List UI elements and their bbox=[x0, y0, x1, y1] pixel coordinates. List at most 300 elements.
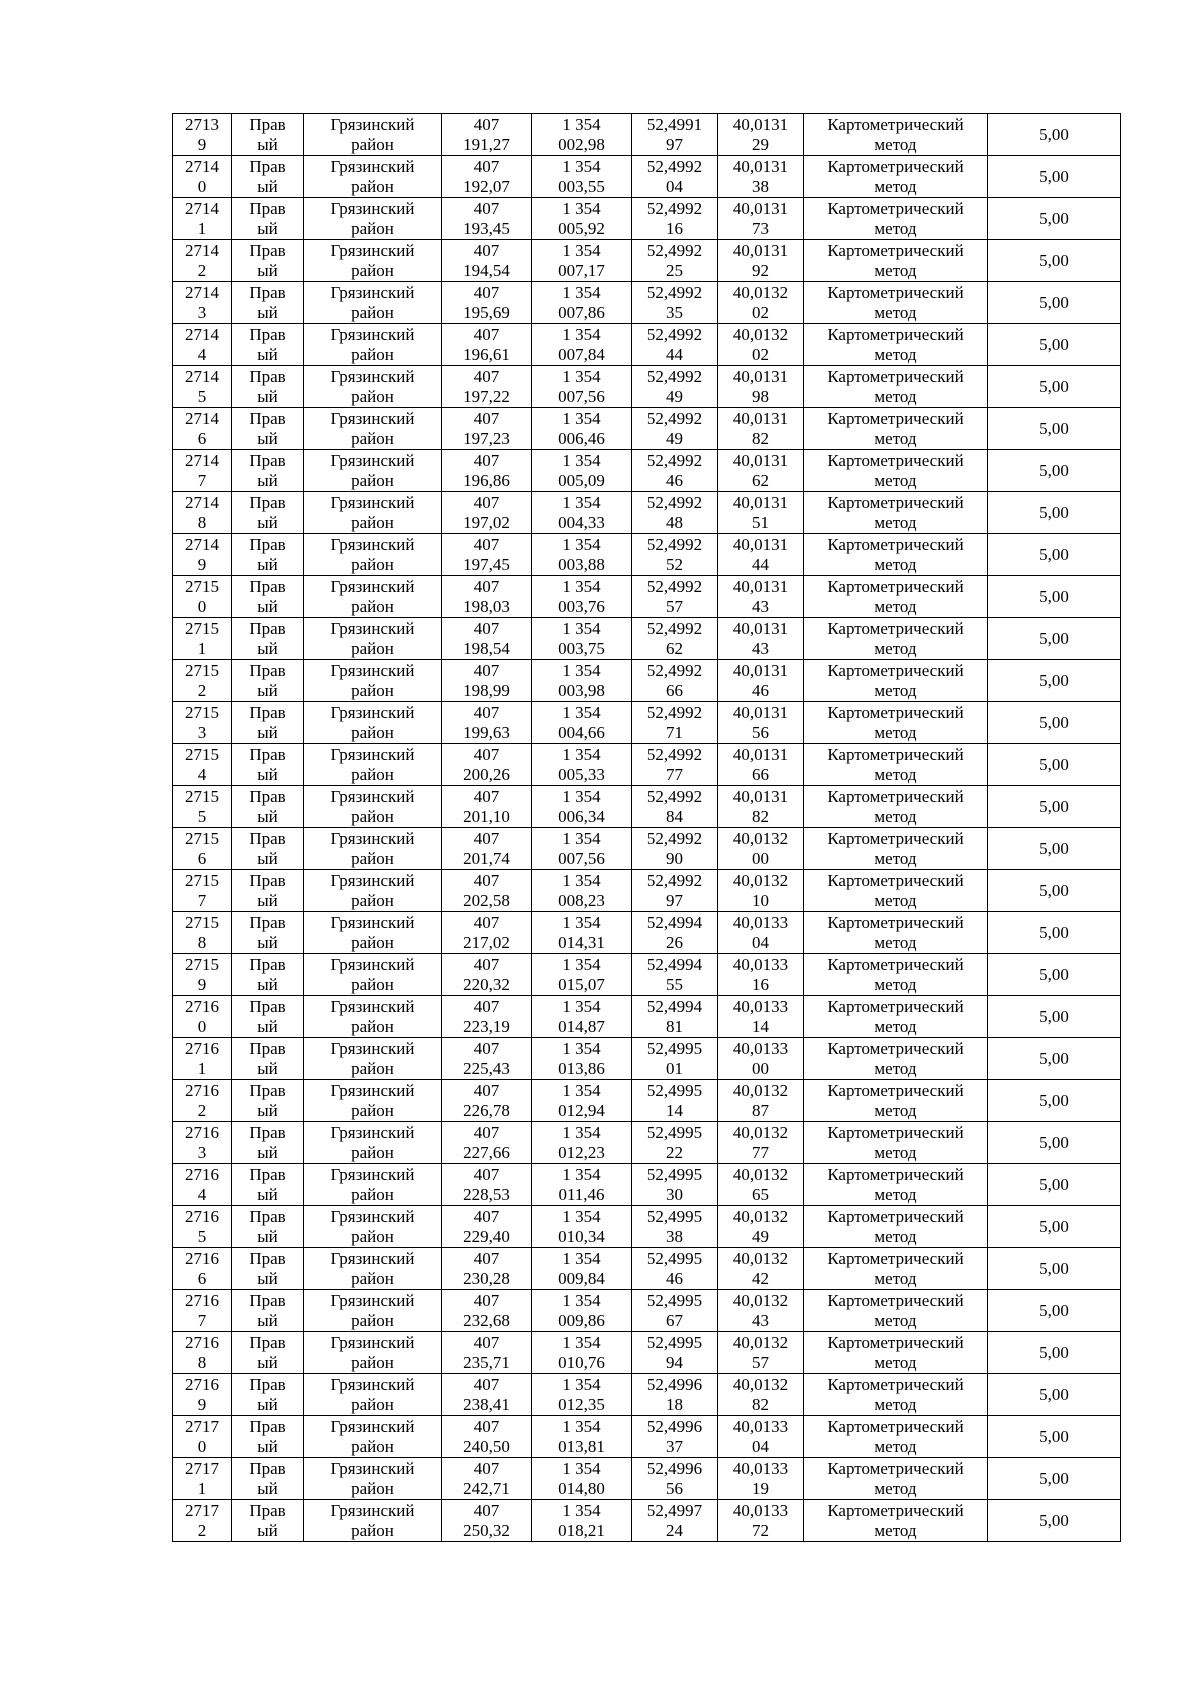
method-cell-line: метод bbox=[874, 344, 917, 364]
y-coordinate-cell bbox=[532, 1122, 632, 1164]
district-cell-line: Грязинский bbox=[330, 1038, 415, 1058]
method-cell-line: Картометрический bbox=[827, 996, 964, 1016]
latitude-cell-line: 24 bbox=[666, 1520, 683, 1540]
district-cell-line: район bbox=[351, 218, 394, 238]
longitude-cell bbox=[718, 492, 804, 534]
longitude-cell-line: 40,0132 bbox=[732, 870, 789, 890]
district-cell bbox=[304, 828, 442, 870]
y-coordinate-cell-line: 012,35 bbox=[558, 1394, 605, 1414]
accuracy-cell: 5,00 bbox=[988, 1038, 1121, 1080]
point-number-cell bbox=[173, 1080, 232, 1122]
bank-side-cell bbox=[232, 744, 304, 786]
y-coordinate-cell-line: 007,84 bbox=[558, 344, 605, 364]
y-coordinate-cell bbox=[532, 408, 632, 450]
x-coordinate-cell-line: 198,03 bbox=[463, 596, 510, 616]
accuracy-cell: 5,00 bbox=[988, 1500, 1121, 1542]
y-coordinate-cell-line: 004,66 bbox=[558, 722, 605, 742]
longitude-cell-line: 87 bbox=[752, 1100, 769, 1120]
x-coordinate-cell bbox=[442, 912, 532, 954]
longitude-cell bbox=[718, 1122, 804, 1164]
bank-side-cell-line: Прав bbox=[249, 1290, 286, 1310]
latitude-cell-line: 52,4992 bbox=[646, 576, 703, 596]
accuracy-cell: 5,00 bbox=[988, 870, 1121, 912]
y-coordinate-cell-line: 1 354 bbox=[562, 1080, 601, 1100]
latitude-cell-line: 52,4992 bbox=[646, 786, 703, 806]
longitude-cell-line: 65 bbox=[752, 1184, 769, 1204]
longitude-cell bbox=[718, 660, 804, 702]
method-cell bbox=[804, 786, 988, 828]
point-number-cell-line: 9 bbox=[197, 554, 207, 574]
x-coordinate-cell bbox=[442, 114, 532, 156]
longitude-cell-line: 40,0132 bbox=[732, 1080, 789, 1100]
x-coordinate-cell-line: 407 bbox=[473, 744, 500, 764]
bank-side-cell-line: ый bbox=[257, 302, 278, 322]
longitude-cell bbox=[718, 996, 804, 1038]
district-cell-line: район bbox=[351, 974, 394, 994]
longitude-cell bbox=[718, 1248, 804, 1290]
bank-side-cell-line: Прав bbox=[249, 828, 286, 848]
x-coordinate-cell bbox=[442, 1290, 532, 1332]
bank-side-cell-line: Прав bbox=[249, 534, 286, 554]
method-cell-line: Картометрический bbox=[827, 408, 964, 428]
table-row bbox=[173, 366, 1121, 408]
district-cell-line: район bbox=[351, 554, 394, 574]
latitude-cell bbox=[632, 534, 718, 576]
district-cell bbox=[304, 870, 442, 912]
y-coordinate-cell-line: 009,86 bbox=[558, 1310, 605, 1330]
district-cell-line: район bbox=[351, 134, 394, 154]
district-cell bbox=[304, 660, 442, 702]
district-cell bbox=[304, 534, 442, 576]
y-coordinate-cell-line: 003,76 bbox=[558, 596, 605, 616]
bank-side-cell-line: Прав bbox=[249, 1332, 286, 1352]
y-coordinate-cell-line: 1 354 bbox=[562, 954, 601, 974]
latitude-cell bbox=[632, 1290, 718, 1332]
latitude-cell-line: 04 bbox=[666, 176, 683, 196]
latitude-cell bbox=[632, 1458, 718, 1500]
bank-side-cell bbox=[232, 996, 304, 1038]
x-coordinate-cell bbox=[442, 1458, 532, 1500]
point-number-cell-line: 2715 bbox=[185, 660, 219, 680]
x-coordinate-cell-line: 202,58 bbox=[463, 890, 510, 910]
point-number-cell-line: 2714 bbox=[185, 450, 219, 470]
point-number-cell bbox=[173, 366, 232, 408]
method-cell-line: Картометрический bbox=[827, 1038, 964, 1058]
district-cell bbox=[304, 198, 442, 240]
y-coordinate-cell-line: 1 354 bbox=[562, 660, 601, 680]
bank-side-cell-line: Прав bbox=[249, 1458, 286, 1478]
point-number-cell bbox=[173, 156, 232, 198]
method-cell bbox=[804, 702, 988, 744]
x-coordinate-cell-line: 220,32 bbox=[463, 974, 510, 994]
point-number-cell-line: 7 bbox=[197, 890, 207, 910]
bank-side-cell-line: Прав bbox=[249, 240, 286, 260]
district-cell-line: Грязинский bbox=[330, 408, 415, 428]
point-number-cell-line: 2714 bbox=[185, 324, 219, 344]
longitude-cell-line: 40,0133 bbox=[732, 912, 789, 932]
y-coordinate-cell-line: 1 354 bbox=[562, 198, 601, 218]
district-cell bbox=[304, 1500, 442, 1542]
y-coordinate-cell-line: 011,46 bbox=[558, 1184, 605, 1204]
point-number-cell-line: 2 bbox=[197, 680, 207, 700]
y-coordinate-cell-line: 1 354 bbox=[562, 240, 601, 260]
district-cell bbox=[304, 240, 442, 282]
point-number-cell-line: 6 bbox=[197, 1268, 207, 1288]
x-coordinate-cell-line: 407 bbox=[473, 366, 500, 386]
y-coordinate-cell bbox=[532, 1248, 632, 1290]
x-coordinate-cell bbox=[442, 786, 532, 828]
method-cell-line: Картометрический bbox=[827, 156, 964, 176]
y-coordinate-cell-line: 1 354 bbox=[562, 492, 601, 512]
longitude-cell-line: 40,0133 bbox=[732, 1458, 789, 1478]
latitude-cell-line: 55 bbox=[666, 974, 683, 994]
point-number-cell-line: 2715 bbox=[185, 954, 219, 974]
method-cell-line: метод bbox=[874, 722, 917, 742]
latitude-cell-line: 52,4995 bbox=[646, 1038, 703, 1058]
longitude-cell bbox=[718, 1374, 804, 1416]
district-cell-line: Грязинский bbox=[330, 1332, 415, 1352]
y-coordinate-cell-line: 007,17 bbox=[558, 260, 605, 280]
accuracy-cell: 5,00 bbox=[988, 534, 1121, 576]
table-row bbox=[173, 408, 1121, 450]
y-coordinate-cell-line: 1 354 bbox=[562, 1458, 601, 1478]
longitude-cell-line: 56 bbox=[752, 722, 769, 742]
bank-side-cell-line: ый bbox=[257, 680, 278, 700]
point-number-cell-line: 2716 bbox=[185, 1164, 219, 1184]
bank-side-cell bbox=[232, 954, 304, 996]
point-number-cell-line: 2715 bbox=[185, 786, 219, 806]
y-coordinate-cell-line: 1 354 bbox=[562, 450, 601, 470]
x-coordinate-cell-line: 238,41 bbox=[463, 1394, 510, 1414]
point-number-cell-line: 2715 bbox=[185, 912, 219, 932]
district-cell bbox=[304, 1416, 442, 1458]
bank-side-cell bbox=[232, 1122, 304, 1164]
longitude-cell-line: 02 bbox=[752, 302, 769, 322]
longitude-cell-line: 00 bbox=[752, 1058, 769, 1078]
y-coordinate-cell-line: 006,34 bbox=[558, 806, 605, 826]
method-cell bbox=[804, 828, 988, 870]
y-coordinate-cell-line: 002,98 bbox=[558, 134, 605, 154]
district-cell bbox=[304, 912, 442, 954]
longitude-cell-line: 40,0131 bbox=[732, 114, 789, 134]
district-cell-line: Грязинский bbox=[330, 114, 415, 134]
table-row bbox=[173, 954, 1121, 996]
bank-side-cell-line: ый bbox=[257, 386, 278, 406]
method-cell-line: Картометрический bbox=[827, 114, 964, 134]
x-coordinate-cell bbox=[442, 870, 532, 912]
district-cell-line: район bbox=[351, 1436, 394, 1456]
latitude-cell bbox=[632, 912, 718, 954]
point-number-cell bbox=[173, 240, 232, 282]
latitude-cell-line: 52,4992 bbox=[646, 744, 703, 764]
y-coordinate-cell bbox=[532, 660, 632, 702]
bank-side-cell-line: Прав bbox=[249, 1500, 286, 1520]
method-cell bbox=[804, 1122, 988, 1164]
bank-side-cell bbox=[232, 786, 304, 828]
method-cell bbox=[804, 408, 988, 450]
latitude-cell-line: 52,4992 bbox=[646, 240, 703, 260]
longitude-cell-line: 82 bbox=[752, 428, 769, 448]
point-number-cell-line: 3 bbox=[197, 722, 207, 742]
district-cell-line: Грязинский bbox=[330, 618, 415, 638]
district-cell bbox=[304, 702, 442, 744]
latitude-cell-line: 62 bbox=[666, 638, 683, 658]
latitude-cell bbox=[632, 324, 718, 366]
table-row bbox=[173, 1374, 1121, 1416]
point-number-cell bbox=[173, 870, 232, 912]
table-row bbox=[173, 828, 1121, 870]
y-coordinate-cell-line: 1 354 bbox=[562, 534, 601, 554]
longitude-cell-line: 38 bbox=[752, 176, 769, 196]
x-coordinate-cell-line: 407 bbox=[473, 408, 500, 428]
bank-side-cell-line: ый bbox=[257, 260, 278, 280]
method-cell bbox=[804, 366, 988, 408]
point-number-cell-line: 6 bbox=[197, 848, 207, 868]
x-coordinate-cell bbox=[442, 1416, 532, 1458]
longitude-cell bbox=[718, 1206, 804, 1248]
method-cell-line: метод bbox=[874, 386, 917, 406]
x-coordinate-cell-line: 197,23 bbox=[463, 428, 510, 448]
y-coordinate-cell-line: 1 354 bbox=[562, 156, 601, 176]
bank-side-cell-line: ый bbox=[257, 1058, 278, 1078]
longitude-cell bbox=[718, 240, 804, 282]
y-coordinate-cell-line: 014,87 bbox=[558, 1016, 605, 1036]
x-coordinate-cell bbox=[442, 156, 532, 198]
x-coordinate-cell bbox=[442, 1080, 532, 1122]
table-row bbox=[173, 1164, 1121, 1206]
accuracy-cell: 5,00 bbox=[988, 744, 1121, 786]
longitude-cell-line: 19 bbox=[752, 1478, 769, 1498]
method-cell-line: Картометрический bbox=[827, 1500, 964, 1520]
x-coordinate-cell-line: 232,68 bbox=[463, 1310, 510, 1330]
latitude-cell-line: 52,4996 bbox=[646, 1374, 703, 1394]
x-coordinate-cell bbox=[442, 744, 532, 786]
district-cell-line: район bbox=[351, 1478, 394, 1498]
point-number-cell bbox=[173, 1248, 232, 1290]
bank-side-cell bbox=[232, 660, 304, 702]
longitude-cell bbox=[718, 282, 804, 324]
y-coordinate-cell-line: 1 354 bbox=[562, 996, 601, 1016]
point-number-cell bbox=[173, 408, 232, 450]
district-cell-line: район bbox=[351, 1394, 394, 1414]
longitude-cell bbox=[718, 786, 804, 828]
bank-side-cell-line: Прав bbox=[249, 786, 286, 806]
latitude-cell-line: 56 bbox=[666, 1478, 683, 1498]
longitude-cell bbox=[718, 1416, 804, 1458]
latitude-cell bbox=[632, 282, 718, 324]
point-number-cell-line: 0 bbox=[197, 1016, 207, 1036]
y-coordinate-cell-line: 1 354 bbox=[562, 366, 601, 386]
longitude-cell bbox=[718, 534, 804, 576]
table-row bbox=[173, 1290, 1121, 1332]
district-cell-line: район bbox=[351, 512, 394, 532]
bank-side-cell-line: Прав bbox=[249, 1164, 286, 1184]
method-cell-line: Картометрический bbox=[827, 492, 964, 512]
y-coordinate-cell-line: 006,46 bbox=[558, 428, 605, 448]
district-cell bbox=[304, 1374, 442, 1416]
table-row bbox=[173, 1416, 1121, 1458]
district-cell-line: Грязинский bbox=[330, 1164, 415, 1184]
latitude-cell-line: 52,4992 bbox=[646, 282, 703, 302]
y-coordinate-cell bbox=[532, 282, 632, 324]
district-cell bbox=[304, 1122, 442, 1164]
latitude-cell-line: 52,4997 bbox=[646, 1500, 703, 1520]
accuracy-cell: 5,00 bbox=[988, 828, 1121, 870]
longitude-cell-line: 57 bbox=[752, 1352, 769, 1372]
longitude-cell bbox=[718, 1290, 804, 1332]
y-coordinate-cell bbox=[532, 534, 632, 576]
x-coordinate-cell-line: 407 bbox=[473, 996, 500, 1016]
point-number-cell-line: 0 bbox=[197, 596, 207, 616]
y-coordinate-cell bbox=[532, 492, 632, 534]
y-coordinate-cell-line: 1 354 bbox=[562, 1500, 601, 1520]
x-coordinate-cell bbox=[442, 1248, 532, 1290]
method-cell-line: метод bbox=[874, 176, 917, 196]
y-coordinate-cell-line: 1 354 bbox=[562, 408, 601, 428]
bank-side-cell-line: ый bbox=[257, 764, 278, 784]
bank-side-cell-line: Прав bbox=[249, 1080, 286, 1100]
latitude-cell-line: 97 bbox=[666, 890, 683, 910]
district-cell bbox=[304, 282, 442, 324]
table-row bbox=[173, 324, 1121, 366]
longitude-cell-line: 49 bbox=[752, 1226, 769, 1246]
latitude-cell bbox=[632, 156, 718, 198]
longitude-cell bbox=[718, 1080, 804, 1122]
x-coordinate-cell-line: 217,02 bbox=[463, 932, 510, 952]
method-cell-line: Картометрический bbox=[827, 1458, 964, 1478]
district-cell bbox=[304, 408, 442, 450]
point-number-cell bbox=[173, 1416, 232, 1458]
point-number-cell-line: 2715 bbox=[185, 828, 219, 848]
method-cell-line: метод bbox=[874, 806, 917, 826]
table-row bbox=[173, 744, 1121, 786]
point-number-cell bbox=[173, 744, 232, 786]
method-cell-line: метод bbox=[874, 596, 917, 616]
method-cell bbox=[804, 1080, 988, 1122]
x-coordinate-cell-line: 407 bbox=[473, 240, 500, 260]
y-coordinate-cell-line: 1 354 bbox=[562, 114, 601, 134]
latitude-cell-line: 52,4991 bbox=[646, 114, 703, 134]
latitude-cell bbox=[632, 114, 718, 156]
x-coordinate-cell-line: 407 bbox=[473, 114, 500, 134]
x-coordinate-cell-line: 407 bbox=[473, 1332, 500, 1352]
y-coordinate-cell bbox=[532, 828, 632, 870]
y-coordinate-cell-line: 003,55 bbox=[558, 176, 605, 196]
latitude-cell bbox=[632, 1038, 718, 1080]
district-cell-line: Грязинский bbox=[330, 576, 415, 596]
latitude-cell-line: 48 bbox=[666, 512, 683, 532]
x-coordinate-cell-line: 407 bbox=[473, 1458, 500, 1478]
accuracy-cell: 5,00 bbox=[988, 702, 1121, 744]
y-coordinate-cell bbox=[532, 240, 632, 282]
district-cell-line: район bbox=[351, 1142, 394, 1162]
y-coordinate-cell-line: 012,94 bbox=[558, 1100, 605, 1120]
latitude-cell-line: 52,4992 bbox=[646, 870, 703, 890]
latitude-cell bbox=[632, 996, 718, 1038]
longitude-cell bbox=[718, 366, 804, 408]
district-cell-line: Грязинский bbox=[330, 324, 415, 344]
longitude-cell-line: 40,0131 bbox=[732, 156, 789, 176]
method-cell-line: метод bbox=[874, 764, 917, 784]
bank-side-cell bbox=[232, 450, 304, 492]
latitude-cell-line: 77 bbox=[666, 764, 683, 784]
district-cell bbox=[304, 786, 442, 828]
x-coordinate-cell-line: 407 bbox=[473, 660, 500, 680]
table-row bbox=[173, 1206, 1121, 1248]
method-cell bbox=[804, 1374, 988, 1416]
bank-side-cell-line: Прав bbox=[249, 1248, 286, 1268]
bank-side-cell-line: ый bbox=[257, 1436, 278, 1456]
point-number-cell-line: 2714 bbox=[185, 408, 219, 428]
district-cell-line: район bbox=[351, 428, 394, 448]
y-coordinate-cell-line: 1 354 bbox=[562, 1290, 601, 1310]
latitude-cell-line: 52 bbox=[666, 554, 683, 574]
method-cell-line: Картометрический bbox=[827, 702, 964, 722]
method-cell-line: метод bbox=[874, 1226, 917, 1246]
latitude-cell bbox=[632, 954, 718, 996]
district-cell-line: Грязинский bbox=[330, 492, 415, 512]
x-coordinate-cell-line: 197,22 bbox=[463, 386, 510, 406]
bank-side-cell-line: Прав bbox=[249, 870, 286, 890]
district-cell-line: район bbox=[351, 890, 394, 910]
accuracy-cell: 5,00 bbox=[988, 912, 1121, 954]
latitude-cell-line: 52,4992 bbox=[646, 366, 703, 386]
bank-side-cell-line: Прав bbox=[249, 618, 286, 638]
x-coordinate-cell-line: 201,10 bbox=[463, 806, 510, 826]
longitude-cell-line: 42 bbox=[752, 1268, 769, 1288]
latitude-cell bbox=[632, 1080, 718, 1122]
y-coordinate-cell bbox=[532, 450, 632, 492]
longitude-cell-line: 46 bbox=[752, 680, 769, 700]
latitude-cell-line: 52,4995 bbox=[646, 1206, 703, 1226]
bank-side-cell-line: Прав bbox=[249, 366, 286, 386]
point-number-cell-line: 2715 bbox=[185, 576, 219, 596]
district-cell-line: район bbox=[351, 806, 394, 826]
accuracy-cell: 5,00 bbox=[988, 450, 1121, 492]
x-coordinate-cell-line: 407 bbox=[473, 1416, 500, 1436]
longitude-cell bbox=[718, 954, 804, 996]
latitude-cell-line: 52,4992 bbox=[646, 492, 703, 512]
latitude-cell-line: 52,4995 bbox=[646, 1080, 703, 1100]
longitude-cell-line: 44 bbox=[752, 554, 769, 574]
latitude-cell-line: 52,4995 bbox=[646, 1122, 703, 1142]
bank-side-cell bbox=[232, 1332, 304, 1374]
y-coordinate-cell-line: 012,23 bbox=[558, 1142, 605, 1162]
latitude-cell-line: 94 bbox=[666, 1352, 683, 1372]
method-cell-line: метод bbox=[874, 638, 917, 658]
bank-side-cell bbox=[232, 1416, 304, 1458]
point-number-cell-line: 4 bbox=[197, 764, 207, 784]
point-number-cell-line: 2 bbox=[197, 260, 207, 280]
district-cell-line: Грязинский bbox=[330, 1122, 415, 1142]
table-row bbox=[173, 996, 1121, 1038]
x-coordinate-cell-line: 407 bbox=[473, 786, 500, 806]
bank-side-cell-line: ый bbox=[257, 722, 278, 742]
latitude-cell-line: 26 bbox=[666, 932, 683, 952]
district-cell-line: Грязинский bbox=[330, 744, 415, 764]
district-cell-line: Грязинский bbox=[330, 1290, 415, 1310]
longitude-cell bbox=[718, 114, 804, 156]
y-coordinate-cell bbox=[532, 324, 632, 366]
longitude-cell-line: 40,0132 bbox=[732, 1248, 789, 1268]
method-cell-line: Картометрический bbox=[827, 618, 964, 638]
point-number-cell-line: 2716 bbox=[185, 1206, 219, 1226]
x-coordinate-cell-line: 407 bbox=[473, 282, 500, 302]
method-cell-line: Картометрический bbox=[827, 450, 964, 470]
accuracy-cell: 5,00 bbox=[988, 1164, 1121, 1206]
point-number-cell-line: 2714 bbox=[185, 366, 219, 386]
point-number-cell-line: 2 bbox=[197, 1520, 207, 1540]
